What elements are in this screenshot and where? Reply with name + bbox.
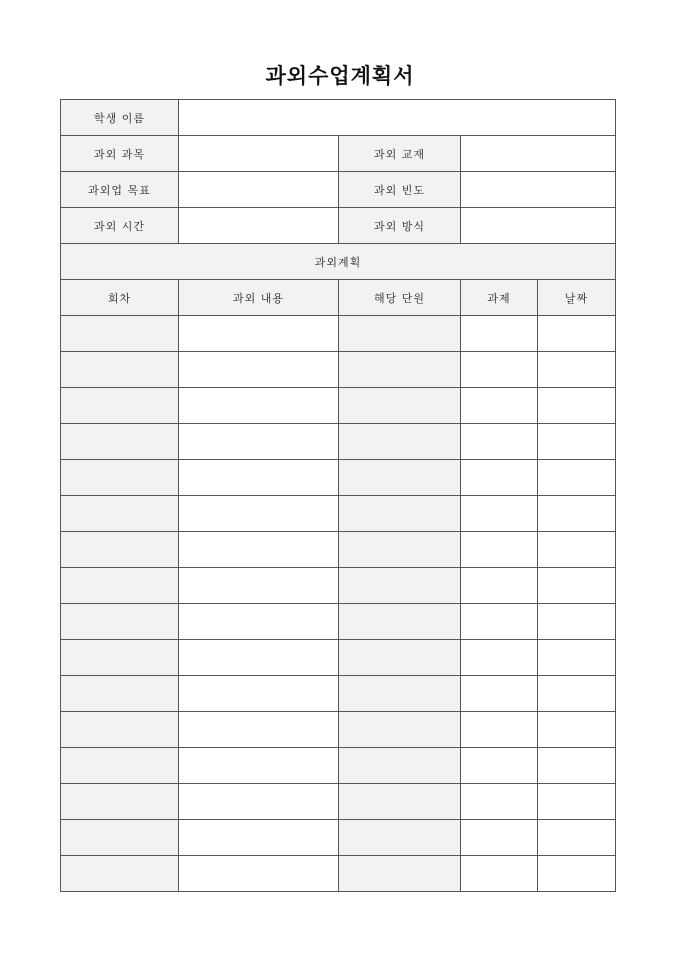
goal-field[interactable]	[179, 172, 339, 208]
date-cell[interactable]	[538, 316, 616, 352]
textbook-label: 과외 교재	[339, 136, 461, 172]
plan-row	[61, 712, 616, 748]
assignment-cell[interactable]	[461, 460, 538, 496]
content-cell[interactable]	[179, 604, 339, 640]
header-session: 회차	[61, 280, 179, 316]
session-cell[interactable]	[61, 460, 179, 496]
header-date: 날짜	[538, 280, 616, 316]
unit-cell[interactable]	[339, 316, 461, 352]
plan-section-row	[61, 244, 616, 280]
assignment-cell[interactable]	[461, 388, 538, 424]
method-label: 과외 방식	[339, 208, 461, 244]
plan-row	[61, 424, 616, 460]
time-field[interactable]	[179, 208, 339, 244]
assignment-cell[interactable]	[461, 316, 538, 352]
plan-section-title: 과외계획	[61, 244, 616, 280]
header-content: 과외 내용	[179, 280, 339, 316]
textbook-field[interactable]	[461, 136, 616, 172]
session-cell[interactable]	[61, 496, 179, 532]
content-cell[interactable]	[179, 640, 339, 676]
assignment-cell[interactable]	[461, 424, 538, 460]
assignment-cell[interactable]	[461, 784, 538, 820]
plan-row	[61, 856, 616, 892]
lesson-plan-form	[60, 99, 616, 892]
method-field[interactable]	[461, 208, 616, 244]
unit-cell[interactable]	[339, 424, 461, 460]
header-unit: 해당 단원	[339, 280, 461, 316]
plan-row	[61, 604, 616, 640]
date-cell[interactable]	[538, 640, 616, 676]
assignment-cell[interactable]	[461, 496, 538, 532]
plan-row	[61, 496, 616, 532]
plan-header-row	[61, 280, 616, 316]
unit-cell[interactable]	[339, 352, 461, 388]
unit-cell[interactable]	[339, 604, 461, 640]
content-cell[interactable]	[179, 712, 339, 748]
content-cell[interactable]	[179, 424, 339, 460]
assignment-cell[interactable]	[461, 532, 538, 568]
date-cell[interactable]	[538, 532, 616, 568]
subject-label: 과외 과목	[61, 136, 179, 172]
date-cell[interactable]	[538, 496, 616, 532]
assignment-cell[interactable]	[461, 856, 538, 892]
session-cell[interactable]	[61, 604, 179, 640]
plan-row	[61, 460, 616, 496]
goal-label: 과외업 목표	[61, 172, 179, 208]
time-row	[61, 208, 616, 244]
content-cell[interactable]	[179, 856, 339, 892]
goal-row	[61, 172, 616, 208]
unit-cell[interactable]	[339, 820, 461, 856]
session-cell[interactable]	[61, 424, 179, 460]
date-cell[interactable]	[538, 460, 616, 496]
student-name-label: 학생 이름	[61, 100, 179, 136]
session-cell[interactable]	[61, 784, 179, 820]
plan-row	[61, 388, 616, 424]
unit-cell[interactable]	[339, 712, 461, 748]
date-cell[interactable]	[538, 388, 616, 424]
unit-cell[interactable]	[339, 460, 461, 496]
content-cell[interactable]	[179, 676, 339, 712]
session-cell[interactable]	[61, 532, 179, 568]
assignment-cell[interactable]	[461, 748, 538, 784]
unit-cell[interactable]	[339, 748, 461, 784]
session-cell[interactable]	[61, 712, 179, 748]
session-cell[interactable]	[61, 820, 179, 856]
header-assignment: 과제	[461, 280, 538, 316]
frequency-label: 과외 빈도	[339, 172, 461, 208]
subject-row	[61, 136, 616, 172]
assignment-cell[interactable]	[461, 568, 538, 604]
unit-cell[interactable]	[339, 532, 461, 568]
date-cell[interactable]	[538, 604, 616, 640]
content-cell[interactable]	[179, 316, 339, 352]
date-cell[interactable]	[538, 748, 616, 784]
session-cell[interactable]	[61, 316, 179, 352]
date-cell[interactable]	[538, 424, 616, 460]
unit-cell[interactable]	[339, 856, 461, 892]
date-cell[interactable]	[538, 712, 616, 748]
plan-row	[61, 640, 616, 676]
date-cell[interactable]	[538, 820, 616, 856]
date-cell[interactable]	[538, 856, 616, 892]
content-cell[interactable]	[179, 820, 339, 856]
assignment-cell[interactable]	[461, 676, 538, 712]
unit-cell[interactable]	[339, 676, 461, 712]
session-cell[interactable]	[61, 568, 179, 604]
assignment-cell[interactable]	[461, 604, 538, 640]
assignment-cell[interactable]	[461, 820, 538, 856]
session-cell[interactable]	[61, 640, 179, 676]
plan-row	[61, 748, 616, 784]
plan-row	[61, 532, 616, 568]
plan-row	[61, 352, 616, 388]
unit-cell[interactable]	[339, 388, 461, 424]
plan-row	[61, 676, 616, 712]
session-cell[interactable]	[61, 352, 179, 388]
assignment-cell[interactable]	[461, 352, 538, 388]
time-label: 과외 시간	[61, 208, 179, 244]
unit-cell[interactable]	[339, 784, 461, 820]
session-cell[interactable]	[61, 388, 179, 424]
content-cell[interactable]	[179, 568, 339, 604]
assignment-cell[interactable]	[461, 640, 538, 676]
unit-cell[interactable]	[339, 568, 461, 604]
content-cell[interactable]	[179, 748, 339, 784]
plan-row	[61, 820, 616, 856]
content-cell[interactable]	[179, 784, 339, 820]
frequency-field[interactable]	[461, 172, 616, 208]
document-title: 과외수업계획서	[265, 64, 415, 88]
date-cell[interactable]	[538, 352, 616, 388]
date-cell[interactable]	[538, 676, 616, 712]
content-cell[interactable]	[179, 460, 339, 496]
session-cell[interactable]	[61, 676, 179, 712]
date-cell[interactable]	[538, 568, 616, 604]
student-name-field[interactable]	[179, 100, 616, 136]
session-cell[interactable]	[61, 856, 179, 892]
content-cell[interactable]	[179, 496, 339, 532]
subject-field[interactable]	[179, 136, 339, 172]
content-cell[interactable]	[179, 352, 339, 388]
content-cell[interactable]	[179, 532, 339, 568]
content-cell[interactable]	[179, 388, 339, 424]
student-name-row	[61, 100, 616, 136]
plan-row	[61, 316, 616, 352]
assignment-cell[interactable]	[461, 712, 538, 748]
unit-cell[interactable]	[339, 640, 461, 676]
unit-cell[interactable]	[339, 496, 461, 532]
plan-row	[61, 784, 616, 820]
session-cell[interactable]	[61, 748, 179, 784]
plan-row	[61, 568, 616, 604]
date-cell[interactable]	[538, 784, 616, 820]
